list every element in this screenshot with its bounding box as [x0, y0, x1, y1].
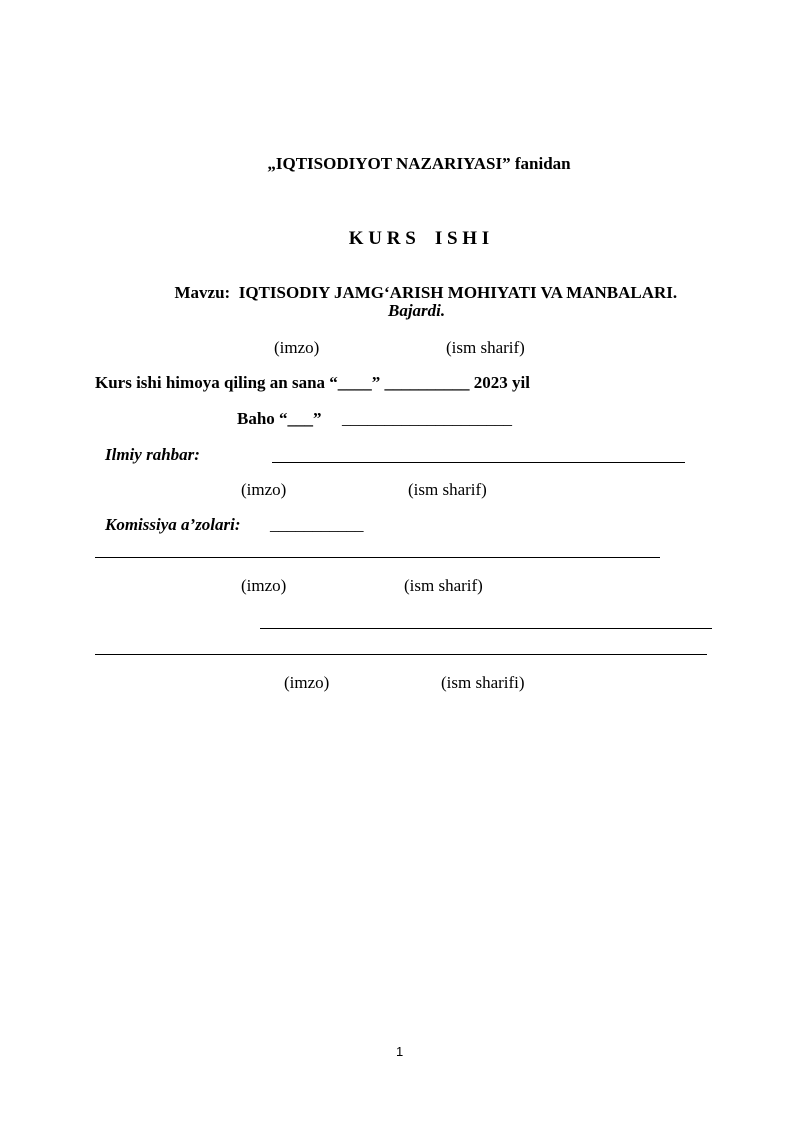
signature-label: (imzo)	[241, 480, 287, 499]
commission-signature-line[interactable]	[260, 628, 712, 629]
grade-blank[interactable]: ____________________	[342, 409, 512, 428]
topic-label: Mavzu:	[174, 283, 231, 302]
commission-blank[interactable]: ___________	[270, 515, 364, 534]
commission-signature-line[interactable]	[95, 557, 660, 558]
grade-label: Baho “___”	[237, 409, 322, 428]
topic-line	[166, 267, 677, 301]
signature-label: (imzo)	[274, 338, 320, 357]
name-label: (ism sharifi)	[441, 673, 525, 692]
name-label: (ism sharif)	[404, 576, 483, 595]
document-title: K U R S I S H I	[348, 228, 490, 249]
defense-date-line: Kurs ishi himoya qiling an sana “____” __________ 2023 yil	[95, 373, 530, 392]
page-number: 1	[396, 1044, 404, 1059]
commission-label: Komissiya a’zolari:	[105, 515, 241, 534]
supervisor-label: Ilmiy rahbar:	[105, 445, 200, 464]
topic-text: IQTISODIY JAMG‘ARISH MOHIYATI VA MANBALARI.	[238, 283, 678, 302]
commission-signature-line[interactable]	[95, 654, 707, 655]
done-label: Bajardi.	[388, 301, 446, 320]
name-label: (ism sharif)	[408, 480, 487, 499]
signature-label: (imzo)	[284, 673, 330, 692]
course-title: „IQTISODIYOT NAZARIYASI” fanidan	[267, 154, 571, 173]
signature-label: (imzo)	[241, 576, 287, 595]
name-label: (ism sharif)	[446, 338, 525, 357]
supervisor-signature-line[interactable]	[272, 462, 685, 463]
